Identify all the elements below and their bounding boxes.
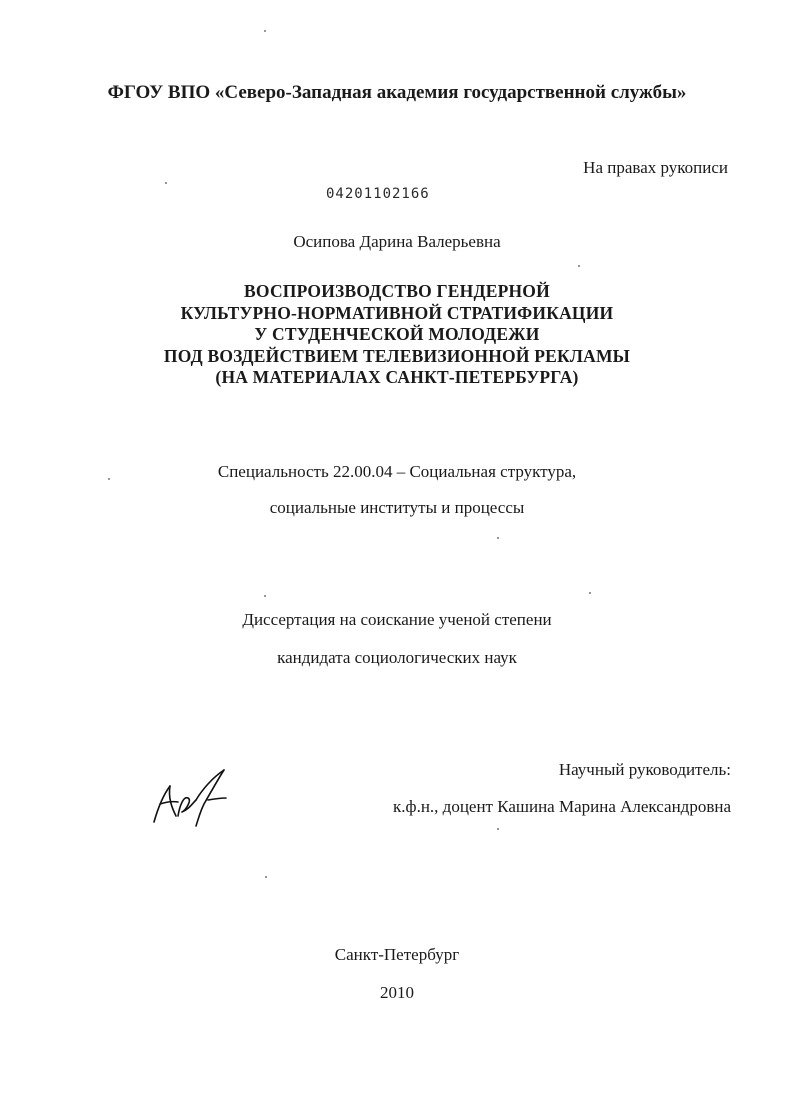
year: 2010 xyxy=(380,983,414,1002)
scan-speck xyxy=(165,182,167,184)
supervisor-name: к.ф.н., доцент Кашина Марина Александровна xyxy=(393,797,731,816)
city: Санкт-Петербург xyxy=(334,945,460,964)
specialty-line: Специальность 22.00.04 – Социальная структура, xyxy=(217,462,577,481)
scan-speck xyxy=(108,478,110,480)
registration-number: 04201102166 xyxy=(326,186,430,202)
scan-speck xyxy=(265,876,267,878)
manuscript-rights-note: На правах рукописи xyxy=(583,158,728,177)
degree-line-continued: кандидата социологических наук xyxy=(277,648,517,667)
handwritten-signature xyxy=(146,764,246,830)
scan-speck xyxy=(264,595,266,597)
specialty-line-continued: социальные институты и процессы xyxy=(269,498,525,517)
scan-speck xyxy=(589,592,591,594)
title-line: У СТУДЕНЧЕСКОЙ МОЛОДЕЖИ xyxy=(254,324,540,344)
institution-name: ФГОУ ВПО «Северо-Западная академия государственной службы» xyxy=(107,82,687,103)
author-name: Осипова Дарина Валерьевна xyxy=(293,232,501,251)
supervisor-label: Научный руководитель: xyxy=(558,760,731,779)
title-line: ВОСПРОИЗВОДСТВО ГЕНДЕРНОЙ xyxy=(244,281,550,301)
title-line: (НА МАТЕРИАЛАХ САНКТ-ПЕТЕРБУРГА) xyxy=(215,367,579,387)
scan-speck xyxy=(497,537,499,539)
dissertation-title xyxy=(0,281,794,389)
scan-speck xyxy=(264,30,266,32)
title-line: ПОД ВОЗДЕЙСТВИЕМ ТЕЛЕВИЗИОННОЙ РЕКЛАМЫ xyxy=(163,345,631,366)
scan-speck xyxy=(497,828,499,830)
scan-speck xyxy=(578,265,580,267)
title-line: КУЛЬТУРНО-НОРМАТИВНОЙ СТРАТИФИКАЦИИ xyxy=(180,302,614,323)
degree-line: Диссертация на соискание ученой степени xyxy=(242,610,552,629)
